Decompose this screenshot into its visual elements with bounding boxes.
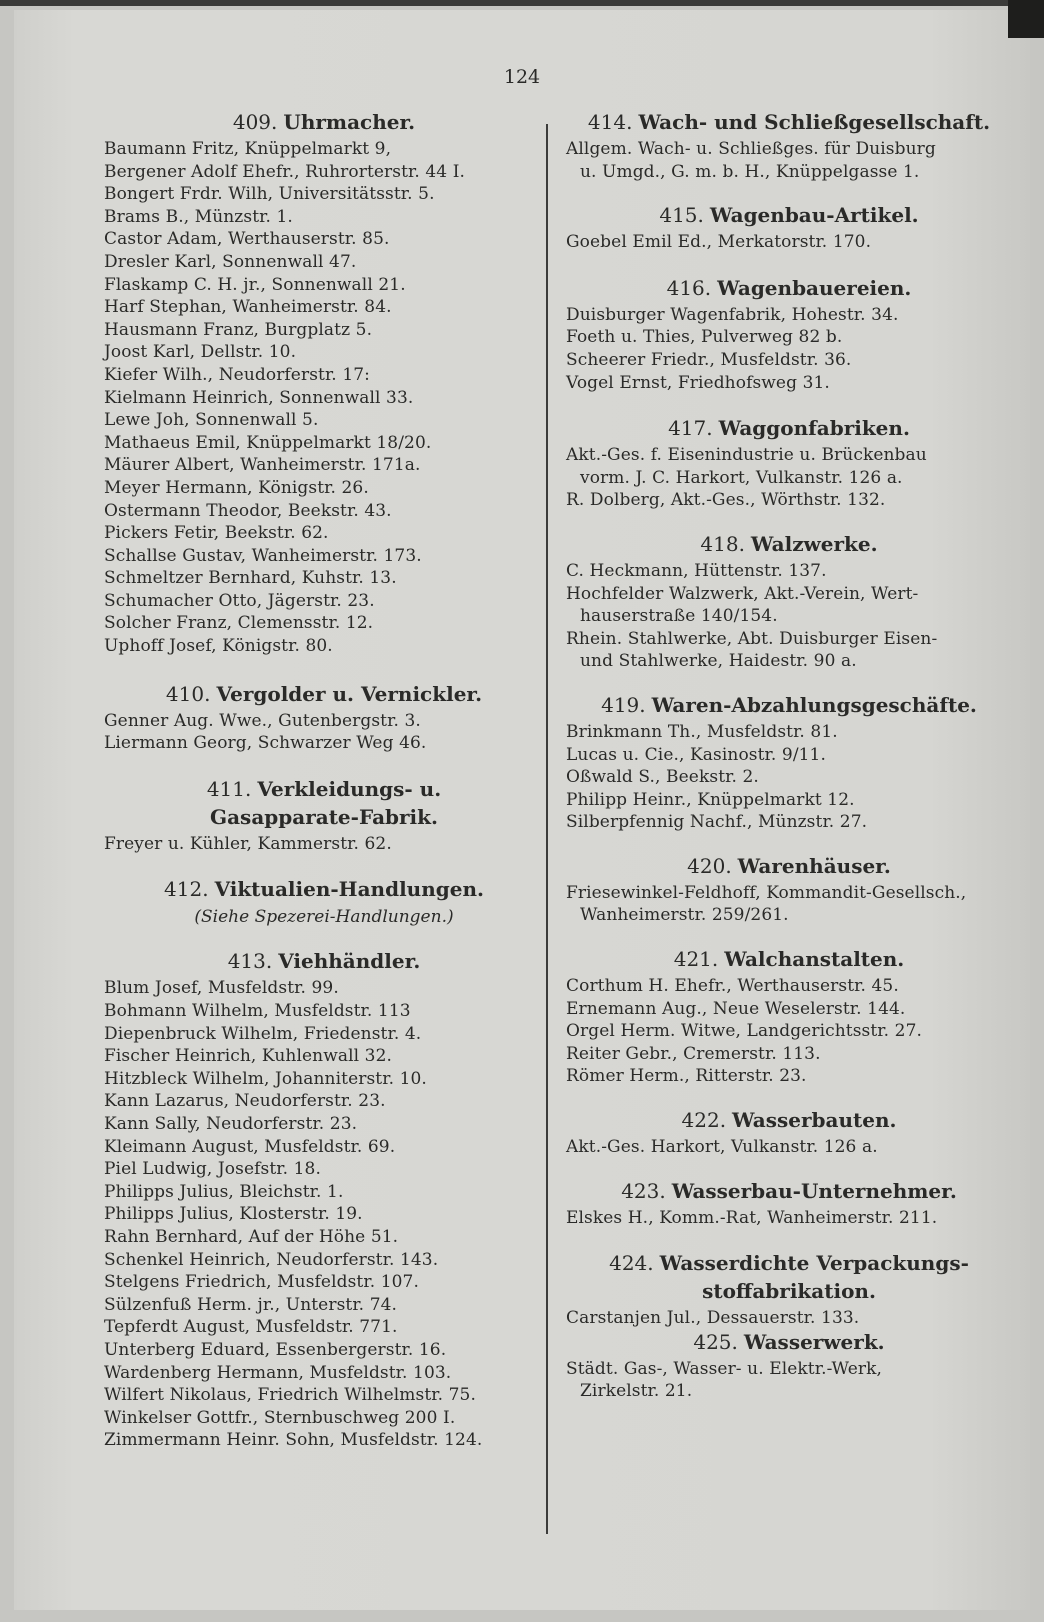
directory-entry: Römer Herm., Ritterstr. 23.	[566, 1066, 807, 1087]
section-title: Wagenbauereien.	[717, 275, 912, 300]
section	[104, 682, 544, 755]
directory-entry: Hitzbleck Wilhelm, Johanniterstr. 10.	[104, 1068, 427, 1089]
section-heading	[566, 203, 1012, 227]
section-note: (Siehe Spezerei-Handlungen.)	[194, 907, 454, 928]
directory-entry: Philipp Heinr., Knüppelmarkt 12.	[566, 789, 855, 810]
directory-entry: Elskes H., Komm.-Rat, Wanheimerstr. 211.	[566, 1207, 938, 1228]
section-number: 413.	[227, 949, 273, 974]
directory-entry: Orgel Herm. Witwe, Landgerichtsstr. 27.	[566, 1021, 922, 1042]
section	[566, 947, 1012, 1088]
directory-entry: Wardenberg Hermann, Musfeldstr. 103.	[104, 1362, 452, 1383]
directory-entry: Castor Adam, Werthauserstr. 85.	[104, 229, 390, 250]
directory-entry: Ostermann Theodor, Beekstr. 43.	[104, 500, 392, 521]
section-number: 410.	[165, 681, 211, 706]
directory-entry: Foeth u. Thies, Pulverweg 82 b.	[566, 327, 843, 348]
directory-entry: Fischer Heinrich, Kuhlenwall 32.	[104, 1046, 392, 1067]
directory-entry: Philipps Julius, Klosterstr. 19.	[104, 1204, 363, 1225]
section	[566, 203, 1012, 254]
section-title: Vergolder u. Vernickler.	[216, 681, 483, 706]
directory-entry: Uphoff Josef, Königstr. 80.	[104, 636, 333, 657]
section-heading	[104, 949, 544, 973]
directory-entry: Hausmann Franz, Burgplatz 5.	[104, 319, 373, 340]
section-number: 422.	[681, 1108, 727, 1133]
directory-entry: Brams B., Münzstr. 1.	[104, 206, 293, 227]
section	[104, 877, 544, 929]
directory-entry: Oßwald S., Beekstr. 2.	[566, 767, 759, 788]
section-title-line2: Gasapparate-Fabrik.	[210, 804, 438, 829]
directory-entry: Flaskamp C. H. jr., Sonnenwall 21.	[104, 274, 406, 295]
section-title: Walzwerke.	[750, 531, 878, 556]
directory-entry: Städt. Gas-, Wasser- u. Elektr.-Werk,	[566, 1358, 882, 1379]
section-title: Verkleidungs- u.	[257, 776, 442, 801]
directory-entry: Reiter Gebr., Cremerstr. 113.	[566, 1043, 821, 1064]
directory-entry: Piel Ludwig, Josefstr. 18.	[104, 1159, 321, 1180]
section-heading	[566, 854, 1012, 878]
directory-entry: Kann Lazarus, Neudorferstr. 23.	[104, 1091, 386, 1112]
directory-entry: Joost Karl, Dellstr. 10.	[104, 342, 297, 363]
right-column	[566, 110, 1012, 1403]
directory-entry: Liermann Georg, Schwarzer Weg 46.	[104, 733, 427, 754]
section-heading	[566, 276, 1012, 300]
directory-entry: Allgem. Wach- u. Schließges. für Duisburg	[566, 139, 936, 159]
section-title: Waren-Abzahlungsgeschäfte.	[651, 692, 977, 717]
section-heading	[566, 110, 1012, 134]
section	[566, 276, 1012, 394]
directory-entry: Kiefer Wilh., Neudorferstr. 17:	[104, 364, 370, 385]
directory-entry: Bohmann Wilhelm, Musfeldstr. 113	[104, 1001, 411, 1022]
section-number: 420.	[687, 853, 732, 878]
section	[566, 110, 1012, 183]
directory-entry: Bergener Adolf Ehefr., Ruhrorterstr. 44 I.	[104, 161, 466, 182]
directory-entry: hauserstraße 140/154.	[580, 606, 778, 627]
directory-entry: Kleimann August, Musfeldstr. 69.	[104, 1136, 396, 1157]
directory-entry: Rhein. Stahlwerke, Abt. Duisburger Eisen-	[566, 628, 938, 649]
directory-entry: Ernemann Aug., Neue Weselerstr. 144.	[566, 998, 906, 1019]
section-number: 421.	[673, 947, 719, 972]
directory-entry: u. Umgd., G. m. b. H., Knüppelgasse 1.	[580, 161, 920, 182]
directory-entry: Vogel Ernst, Friedhofsweg 31.	[566, 372, 830, 393]
section	[566, 532, 1012, 673]
section-number: 411.	[206, 776, 252, 801]
section-number: 409.	[232, 110, 278, 134]
directory-entry: Philipps Julius, Bleichstr. 1.	[104, 1181, 344, 1202]
section-number: 423.	[621, 1178, 666, 1203]
section-title: Wagenbau-Artikel.	[709, 203, 919, 228]
directory-entry: Baumann Fritz, Knüppelmarkt 9,	[104, 139, 392, 159]
scan-corner	[1008, 0, 1044, 38]
directory-entry: Lucas u. Cie., Kasinostr. 9/11.	[566, 744, 826, 765]
directory-entry: Bongert Frdr. Wilh, Universitätsstr. 5.	[104, 184, 435, 205]
directory-entry: Scheerer Friedr., Musfeldstr. 36.	[566, 349, 852, 370]
section-heading	[566, 532, 1012, 556]
directory-entry: Kielmann Heinrich, Sonnenwall 33.	[104, 387, 414, 408]
directory-entry: Schallse Gustav, Wanheimerstr. 173.	[104, 545, 422, 566]
section	[566, 1251, 1012, 1330]
directory-entry: Pickers Fetir, Beekstr. 62.	[104, 523, 329, 544]
directory-entry: R. Dolberg, Akt.-Ges., Wörthstr. 132.	[566, 490, 886, 511]
section-title: Warenhäuser.	[737, 853, 891, 878]
section-title: Wasserwerk.	[743, 1329, 885, 1354]
directory-entry: Zirkelstr. 21.	[580, 1381, 693, 1402]
section-number: 416.	[666, 275, 712, 300]
section	[104, 777, 544, 856]
directory-entry: vorm. J. C. Harkort, Vulkanstr. 126 a.	[580, 467, 903, 488]
section	[566, 693, 1012, 834]
directory-entry: Hochfelder Walzwerk, Akt.-Verein, Wert-	[566, 583, 919, 604]
directory-entry: Wilfert Nikolaus, Friedrich Wilhelmstr. 75.	[104, 1385, 476, 1406]
directory-entry: Mathaeus Emil, Knüppelmarkt 18/20.	[104, 432, 432, 453]
directory-entry: Duisburger Wagenfabrik, Hohestr. 34.	[566, 304, 899, 325]
section	[566, 1108, 1012, 1159]
directory-entry: Winkelser Gottfr., Sternbuschweg 200 I.	[104, 1407, 456, 1428]
directory-entry: Akt.-Ges. Harkort, Vulkanstr. 126 a.	[566, 1137, 878, 1158]
column-divider	[546, 124, 548, 1534]
directory-entry: Kann Sally, Neudorferstr. 23.	[104, 1114, 358, 1134]
section-heading	[566, 1330, 1012, 1354]
directory-entry: Genner Aug. Wwe., Gutenbergstr. 3.	[104, 710, 421, 731]
section-heading	[104, 682, 544, 706]
directory-entry: Solcher Franz, Clemensstr. 12.	[104, 613, 374, 634]
section-number: 424.	[609, 1251, 654, 1276]
section-heading	[566, 947, 1012, 971]
page-number: 124	[503, 66, 541, 88]
section-number: 419.	[601, 692, 646, 717]
section-number: 418.	[700, 531, 745, 556]
section-number: 414.	[587, 110, 633, 134]
directory-entry: Akt.-Ges. f. Eisenindustrie u. Brückenbau	[566, 445, 927, 466]
directory-entry: Meyer Hermann, Königstr. 26.	[104, 477, 369, 498]
directory-entry: Tepferdt August, Musfeldstr. 771.	[104, 1317, 398, 1338]
directory-entry: C. Heckmann, Hüttenstr. 137.	[566, 560, 827, 581]
section	[104, 110, 544, 658]
directory-entry: Freyer u. Kühler, Kammerstr. 62.	[104, 833, 392, 854]
section-number: 417.	[668, 416, 713, 441]
section	[566, 416, 1012, 512]
section	[566, 1179, 1012, 1230]
section-heading	[566, 416, 1012, 440]
section-title: Wasserbau-Unternehmer.	[671, 1178, 957, 1203]
section-heading	[566, 1108, 1012, 1132]
directory-entry: Rahn Bernhard, Auf der Höhe 51.	[104, 1226, 399, 1247]
section-title: Wach- und Schließgesellschaft.	[638, 110, 991, 134]
section-title: Wasserdichte Verpackungs-	[659, 1251, 969, 1276]
directory-entry: Unterberg Eduard, Essenbergerstr. 16.	[104, 1339, 447, 1360]
section-number: 412.	[164, 877, 209, 902]
directory-entry: Wanheimerstr. 259/261.	[580, 905, 789, 926]
section-title: Viehhändler.	[278, 949, 421, 974]
directory-entry: Harf Stephan, Wanheimerstr. 84.	[104, 297, 392, 318]
section-heading	[104, 110, 544, 134]
section-heading	[566, 1179, 1012, 1203]
section-title: Viktualien-Handlungen.	[214, 877, 484, 902]
directory-entry: Friesewinkel-Feldhoff, Kommandit-Gesellsch.,	[566, 882, 967, 903]
section-number: 415.	[659, 203, 704, 228]
directory-entry: und Stahlwerke, Haidestr. 90 a.	[580, 651, 857, 672]
section-title: Waggonfabriken.	[718, 416, 910, 441]
section-heading	[566, 1251, 1012, 1275]
directory-entry: Brinkmann Th., Musfeldstr. 81.	[566, 721, 838, 742]
section-title: Wasserbauten.	[732, 1108, 897, 1133]
directory-entry: Corthum H. Ehefr., Werthauserstr. 45.	[566, 976, 899, 997]
directory-entry: Schmeltzer Bernhard, Kuhstr. 13.	[104, 568, 397, 589]
directory-entry: Zimmermann Heinr. Sohn, Musfeldstr. 124.	[104, 1430, 483, 1451]
section	[566, 854, 1012, 927]
section-number: 425.	[693, 1329, 738, 1354]
section	[104, 949, 544, 1451]
section-title: Walchanstalten.	[724, 947, 905, 972]
directory-entry: Blum Josef, Musfeldstr. 99.	[104, 978, 339, 999]
directory-entry: Dresler Karl, Sonnenwall 47.	[104, 251, 357, 272]
directory-entry: Silberpfennig Nachf., Münzstr. 27.	[566, 812, 868, 833]
directory-entry: Sülzenfuß Herm. jr., Unterstr. 74.	[104, 1294, 398, 1315]
section-title: Uhrmacher.	[283, 110, 416, 134]
section-heading	[566, 693, 1012, 717]
section-heading	[104, 777, 544, 801]
section	[566, 1330, 1012, 1403]
directory-entry: Carstanjen Jul., Dessauerstr. 133.	[566, 1308, 860, 1329]
section-title-line2: stoffabrikation.	[702, 1279, 876, 1304]
directory-entry: Mäurer Albert, Wanheimerstr. 171a.	[104, 455, 421, 476]
directory-entry: Stelgens Friedrich, Musfeldstr. 107.	[104, 1272, 419, 1293]
section-heading	[104, 877, 544, 901]
scan-top-edge	[0, 0, 1044, 6]
directory-entry: Diepenbruck Wilhelm, Friedenstr. 4.	[104, 1023, 422, 1044]
directory-entry: Goebel Emil Ed., Merkatorstr. 170.	[566, 232, 872, 253]
directory-entry: Lewe Joh, Sonnenwall 5.	[104, 410, 319, 431]
directory-entry: Schumacher Otto, Jägerstr. 23.	[104, 590, 375, 611]
left-column	[104, 110, 544, 1452]
directory-entry: Schenkel Heinrich, Neudorferstr. 143.	[104, 1249, 439, 1270]
